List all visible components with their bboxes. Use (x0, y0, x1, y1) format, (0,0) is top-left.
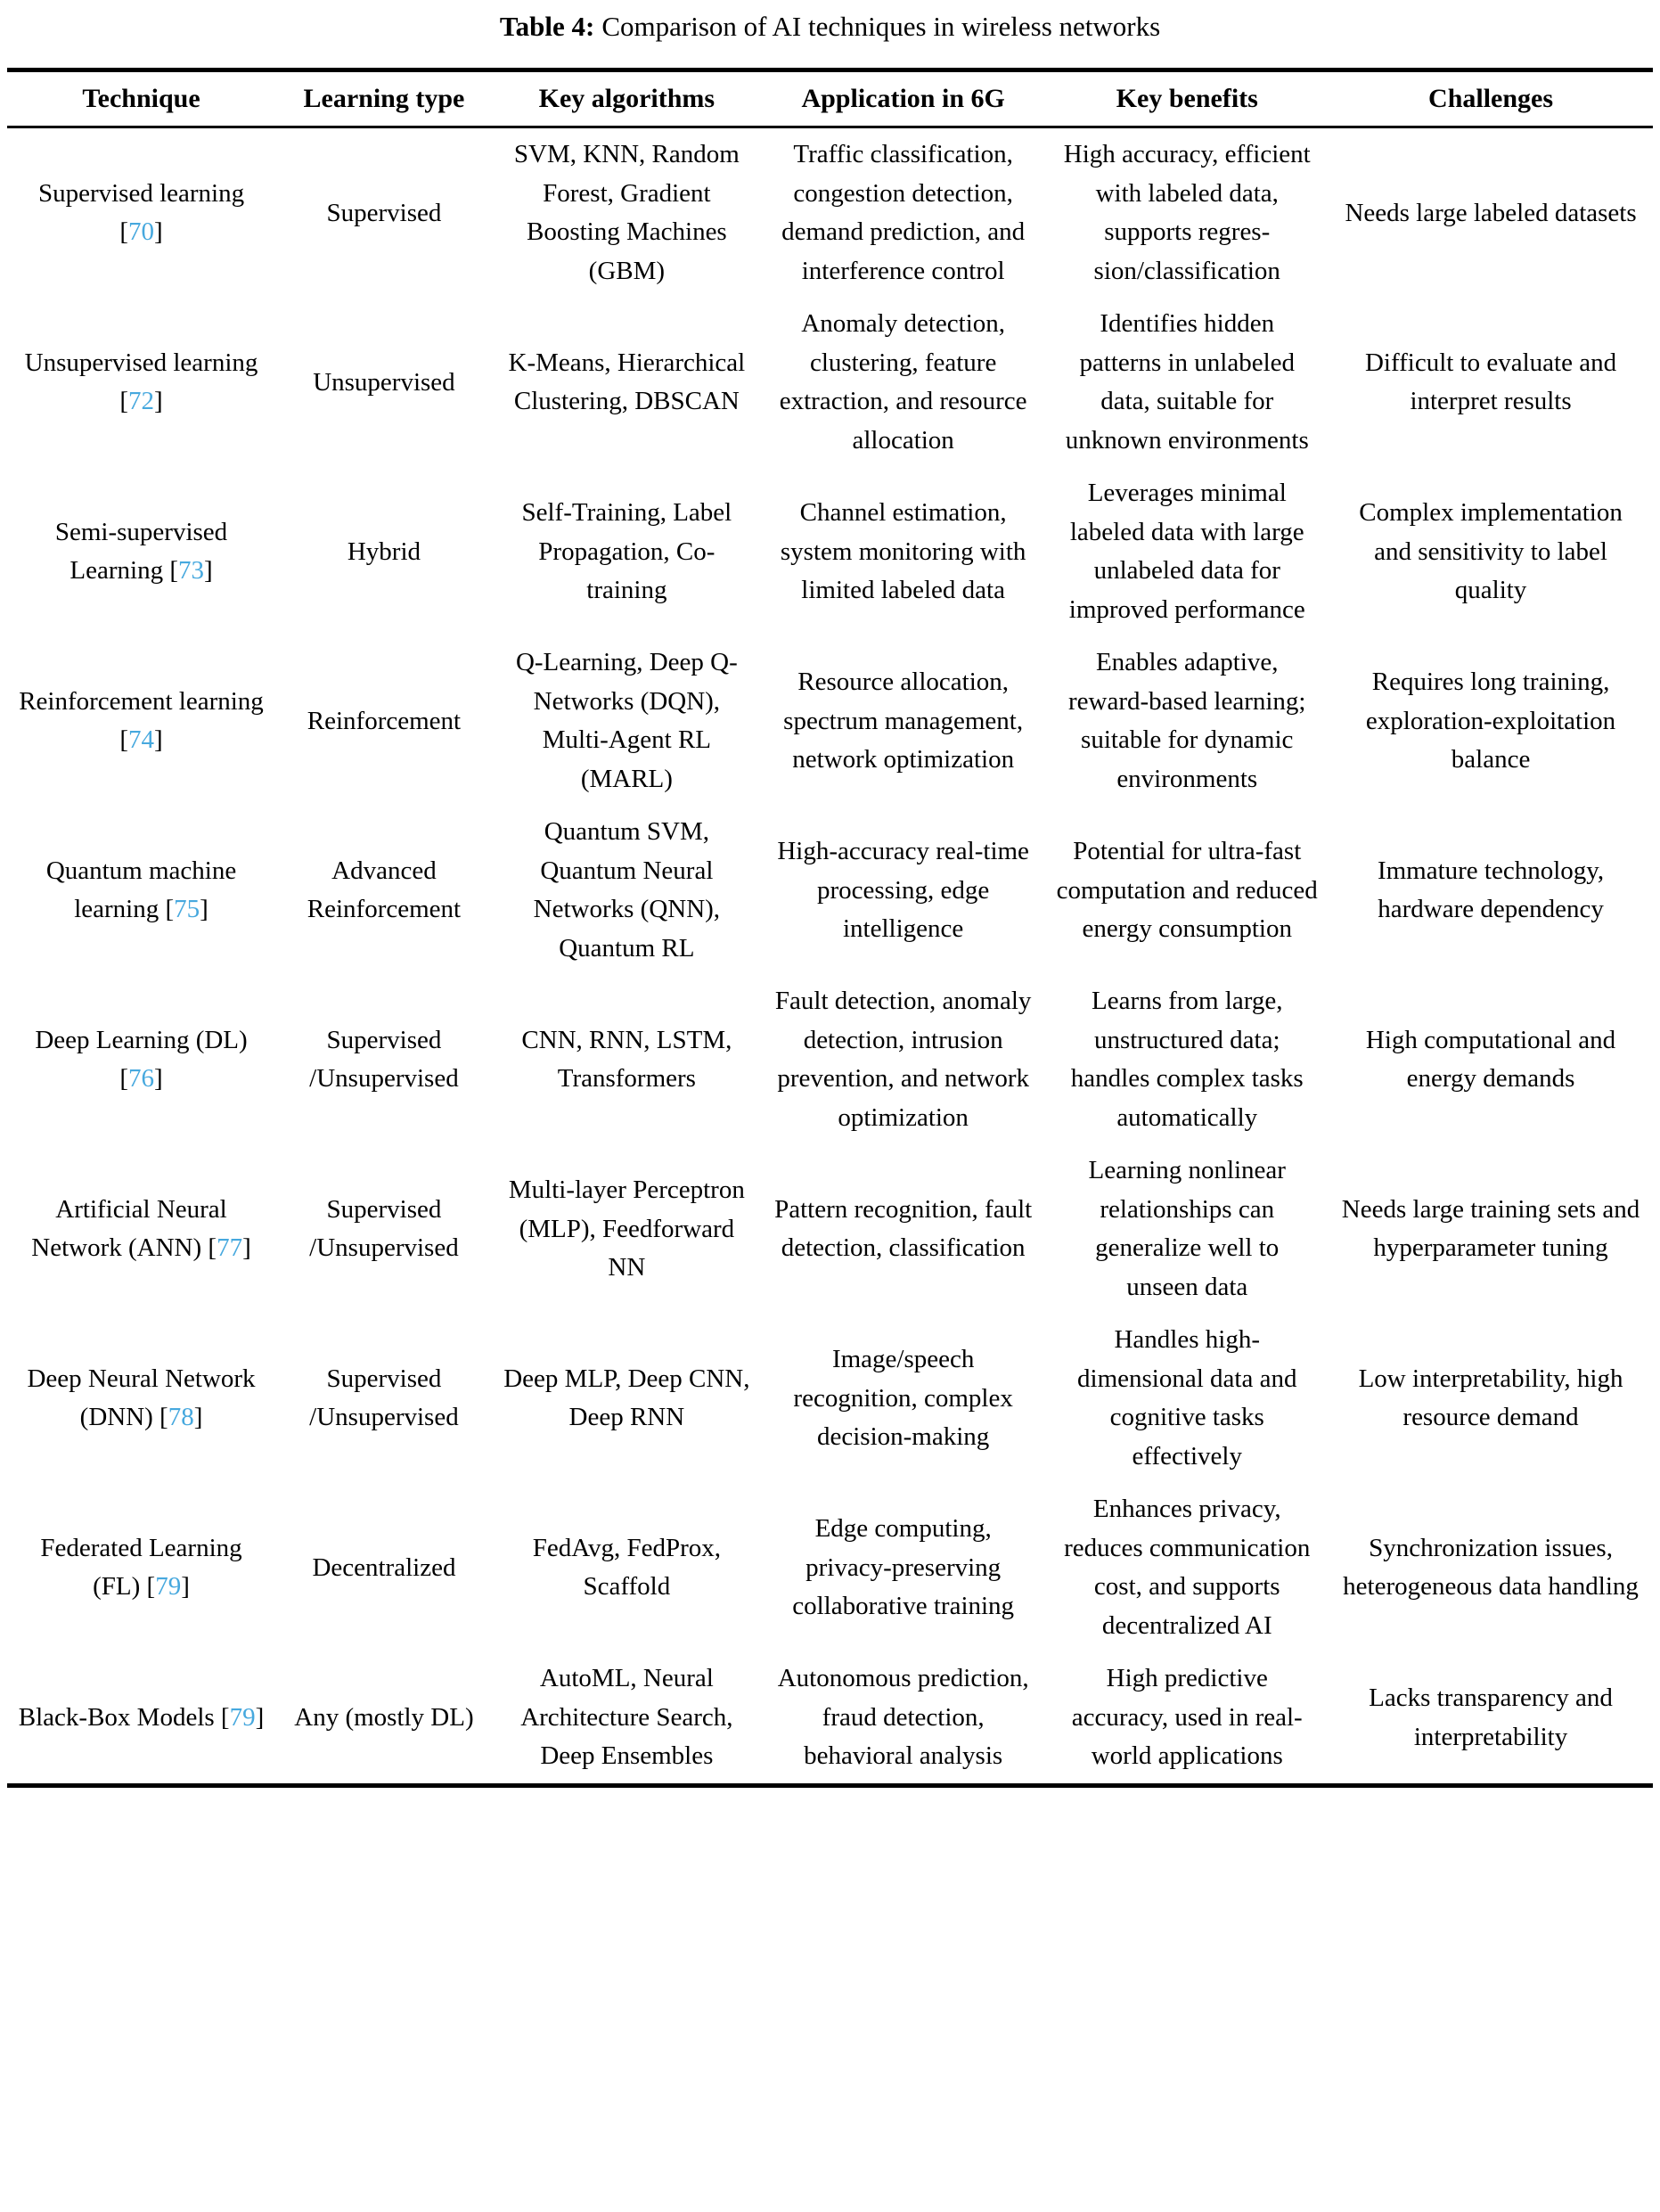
cell-application-6g: Channel estimation, system monitoring with limited labeled data (780, 498, 1026, 605)
cell-application-6g: Pattern recognition, fault detection, classification (774, 1194, 1033, 1263)
cell-challenges: Requires long training, exploration-exploitation balance (1365, 668, 1616, 774)
table-row (7, 1314, 1653, 1483)
cell-learning-type: Advanced Reinforcement (307, 856, 462, 924)
cell-application-6g: Fault detection, anomaly detection, intrusion prevention, and network optimization (774, 987, 1032, 1132)
table-row (7, 806, 1653, 975)
table-row (7, 1144, 1653, 1314)
cell-key-algorithms: Deep MLP, Deep CNN, Deep RNN (503, 1364, 750, 1432)
cell-application-6g: Edge computing, privacy-preserving collaborative training (792, 1514, 1015, 1621)
cell-key-benefits: Handles high-dimensional data and cognitive tasks effectively (1077, 1325, 1297, 1471)
cell-technique: Artificial Neural Network (ANN) [77] (31, 1194, 251, 1263)
cell-technique: Black-Box Models [79] (18, 1702, 265, 1732)
cell-key-algorithms: Quantum SVM, Quantum Neural Networks (QNN), Quantum RL (533, 817, 721, 963)
cell-key-benefits: Learning nonlinear relationships can generalize well to unseen data (1088, 1156, 1286, 1301)
col-header-challenges: Challenges (1428, 84, 1554, 114)
table-row (7, 636, 1653, 806)
table-row (7, 975, 1653, 1144)
cell-challenges: Lacks transparency and interpretability (1369, 1684, 1613, 1751)
cell-technique: Unsupervised learning [72] (24, 348, 258, 416)
cell-key-benefits: Leverages minimal labeled data with large unlabeled data for improved performance (1068, 479, 1305, 624)
cell-key-algorithms: AutoML, Neural Architecture Search, Deep Ensembles (520, 1664, 733, 1771)
cell-technique: Reinforcement learning [74] (19, 686, 264, 755)
table-row (7, 467, 1653, 636)
cell-challenges: Synchronization issues, heterogeneous data handling (1343, 1533, 1639, 1602)
cell-learning-type: Supervised /Unsupervised (309, 1194, 459, 1263)
cell-challenges: Immature technology, hardware dependency (1377, 856, 1605, 924)
cell-key-algorithms: Q-Learning, Deep Q-Networks (DQN), Multi-Agent RL (MARL) (515, 648, 738, 793)
header-row (7, 70, 1653, 127)
table-row (7, 1483, 1653, 1652)
cell-key-algorithms: CNN, RNN, LSTM, Transformers (521, 1025, 732, 1094)
col-header-technique: Technique (82, 84, 200, 114)
table-row (7, 1652, 1653, 1785)
citation-link[interactable]: 72 (128, 387, 155, 416)
cell-key-algorithms: K-Means, Hierarchical Clustering, DBSCAN (508, 348, 746, 416)
cell-key-benefits: Enhances privacy, reduces communication cost, and supports decentralized AI (1064, 1495, 1311, 1640)
cell-key-algorithms: Self-Training, Label Propagation, Co-training (521, 498, 732, 605)
cell-key-benefits: High predictive accuracy, used in real-world applications (1071, 1664, 1303, 1771)
cell-application-6g: Image/speech recognition, complex decision-making (793, 1345, 1013, 1452)
citation-link[interactable]: 79 (155, 1572, 182, 1602)
cell-key-benefits: High accuracy, efficient with labeled data, supports regres-sion/classification (1063, 140, 1311, 285)
cell-technique: Quantum machine learning [75] (45, 856, 237, 924)
comparison-table (7, 68, 1653, 1788)
cell-application-6g: Resource allocation, spectrum management, network optimization (783, 668, 1024, 774)
cell-learning-type: Unsupervised (313, 367, 455, 397)
cell-application-6g: Autonomous prediction, fraud detection, behavioral analysis (777, 1664, 1029, 1771)
cell-learning-type: Supervised (326, 198, 442, 227)
cell-application-6g: High-accuracy real-time processing, edge intelligence (777, 837, 1029, 944)
table-row (7, 298, 1653, 467)
citation-link[interactable]: 79 (229, 1702, 256, 1732)
cell-key-benefits: Enables adaptive, reward-based learning; suitable for dynamic environments (1067, 648, 1306, 793)
col-header-learning-type: Learning type (303, 84, 465, 114)
cell-challenges: Difficult to evaluate and interpret results (1364, 348, 1617, 416)
cell-learning-type: Hybrid (347, 537, 421, 566)
citation-link[interactable]: 75 (174, 895, 200, 924)
cell-learning-type: Reinforcement (307, 706, 462, 735)
cell-key-algorithms: FedAvg, FedProx, Scaffold (532, 1533, 722, 1602)
table-row (7, 127, 1653, 299)
cell-technique: Supervised learning [70] (37, 178, 245, 247)
cell-key-algorithms: SVM, KNN, Random Forest, Gradient Boosting Machines (GBM) (513, 140, 740, 285)
cell-application-6g: Traffic classification, congestion detection, demand prediction, and interference control (781, 140, 1026, 285)
citation-link[interactable]: 74 (128, 725, 155, 755)
citation-link[interactable]: 73 (177, 556, 204, 586)
citation-link[interactable]: 76 (128, 1064, 155, 1094)
cell-challenges: High computational and energy demands (1365, 1025, 1616, 1094)
cell-technique: Deep Neural Network (DNN) [78] (27, 1364, 256, 1432)
cell-key-benefits: Potential for ultra-fast computation and reduced energy consumption (1056, 837, 1318, 944)
col-header-key-algorithms: Key algorithms (538, 84, 716, 114)
table-caption-text: Comparison of AI techniques in wireless networks (601, 11, 1161, 42)
table-caption (7, 9, 1653, 45)
citation-link[interactable]: 77 (217, 1233, 243, 1263)
cell-challenges: Low interpretability, high resource demand (1358, 1364, 1623, 1432)
table-body (7, 127, 1653, 1786)
citation-link[interactable]: 70 (128, 217, 155, 247)
cell-learning-type: Supervised /Unsupervised (309, 1025, 459, 1094)
table-caption-label: Table 4: (499, 11, 595, 42)
cell-challenges: Needs large training sets and hyperparameter tuning (1341, 1194, 1640, 1263)
cell-learning-type: Supervised /Unsupervised (309, 1364, 459, 1432)
cell-learning-type: Any (mostly DL) (294, 1702, 474, 1732)
cell-key-benefits: Identifies hidden patterns in unlabeled data, suitable for unknown environments (1065, 309, 1309, 455)
cell-challenges: Complex implementation and sensitivity to label quality (1359, 498, 1623, 605)
citation-link[interactable]: 78 (168, 1403, 194, 1432)
cell-key-benefits: Learns from large, unstructured data; handles complex tasks automatically (1070, 987, 1304, 1132)
cell-application-6g: Anomaly detection, clustering, feature extraction, and resource allocation (779, 309, 1027, 455)
cell-technique: Semi-supervised Learning [73] (54, 517, 228, 586)
table-header (7, 70, 1653, 127)
cell-technique: Federated Learning (FL) [79] (40, 1533, 242, 1602)
cell-technique: Deep Learning (DL) [76] (35, 1025, 248, 1094)
cell-key-algorithms: Multi-layer Perceptron (MLP), Feedforward NN (508, 1176, 745, 1282)
cell-learning-type: Decentralized (312, 1552, 456, 1582)
col-header-application-6g: Application in 6G (801, 84, 1005, 114)
cell-challenges: Needs large labeled datasets (1345, 198, 1637, 227)
col-header-key-benefits: Key benefits (1116, 84, 1258, 114)
